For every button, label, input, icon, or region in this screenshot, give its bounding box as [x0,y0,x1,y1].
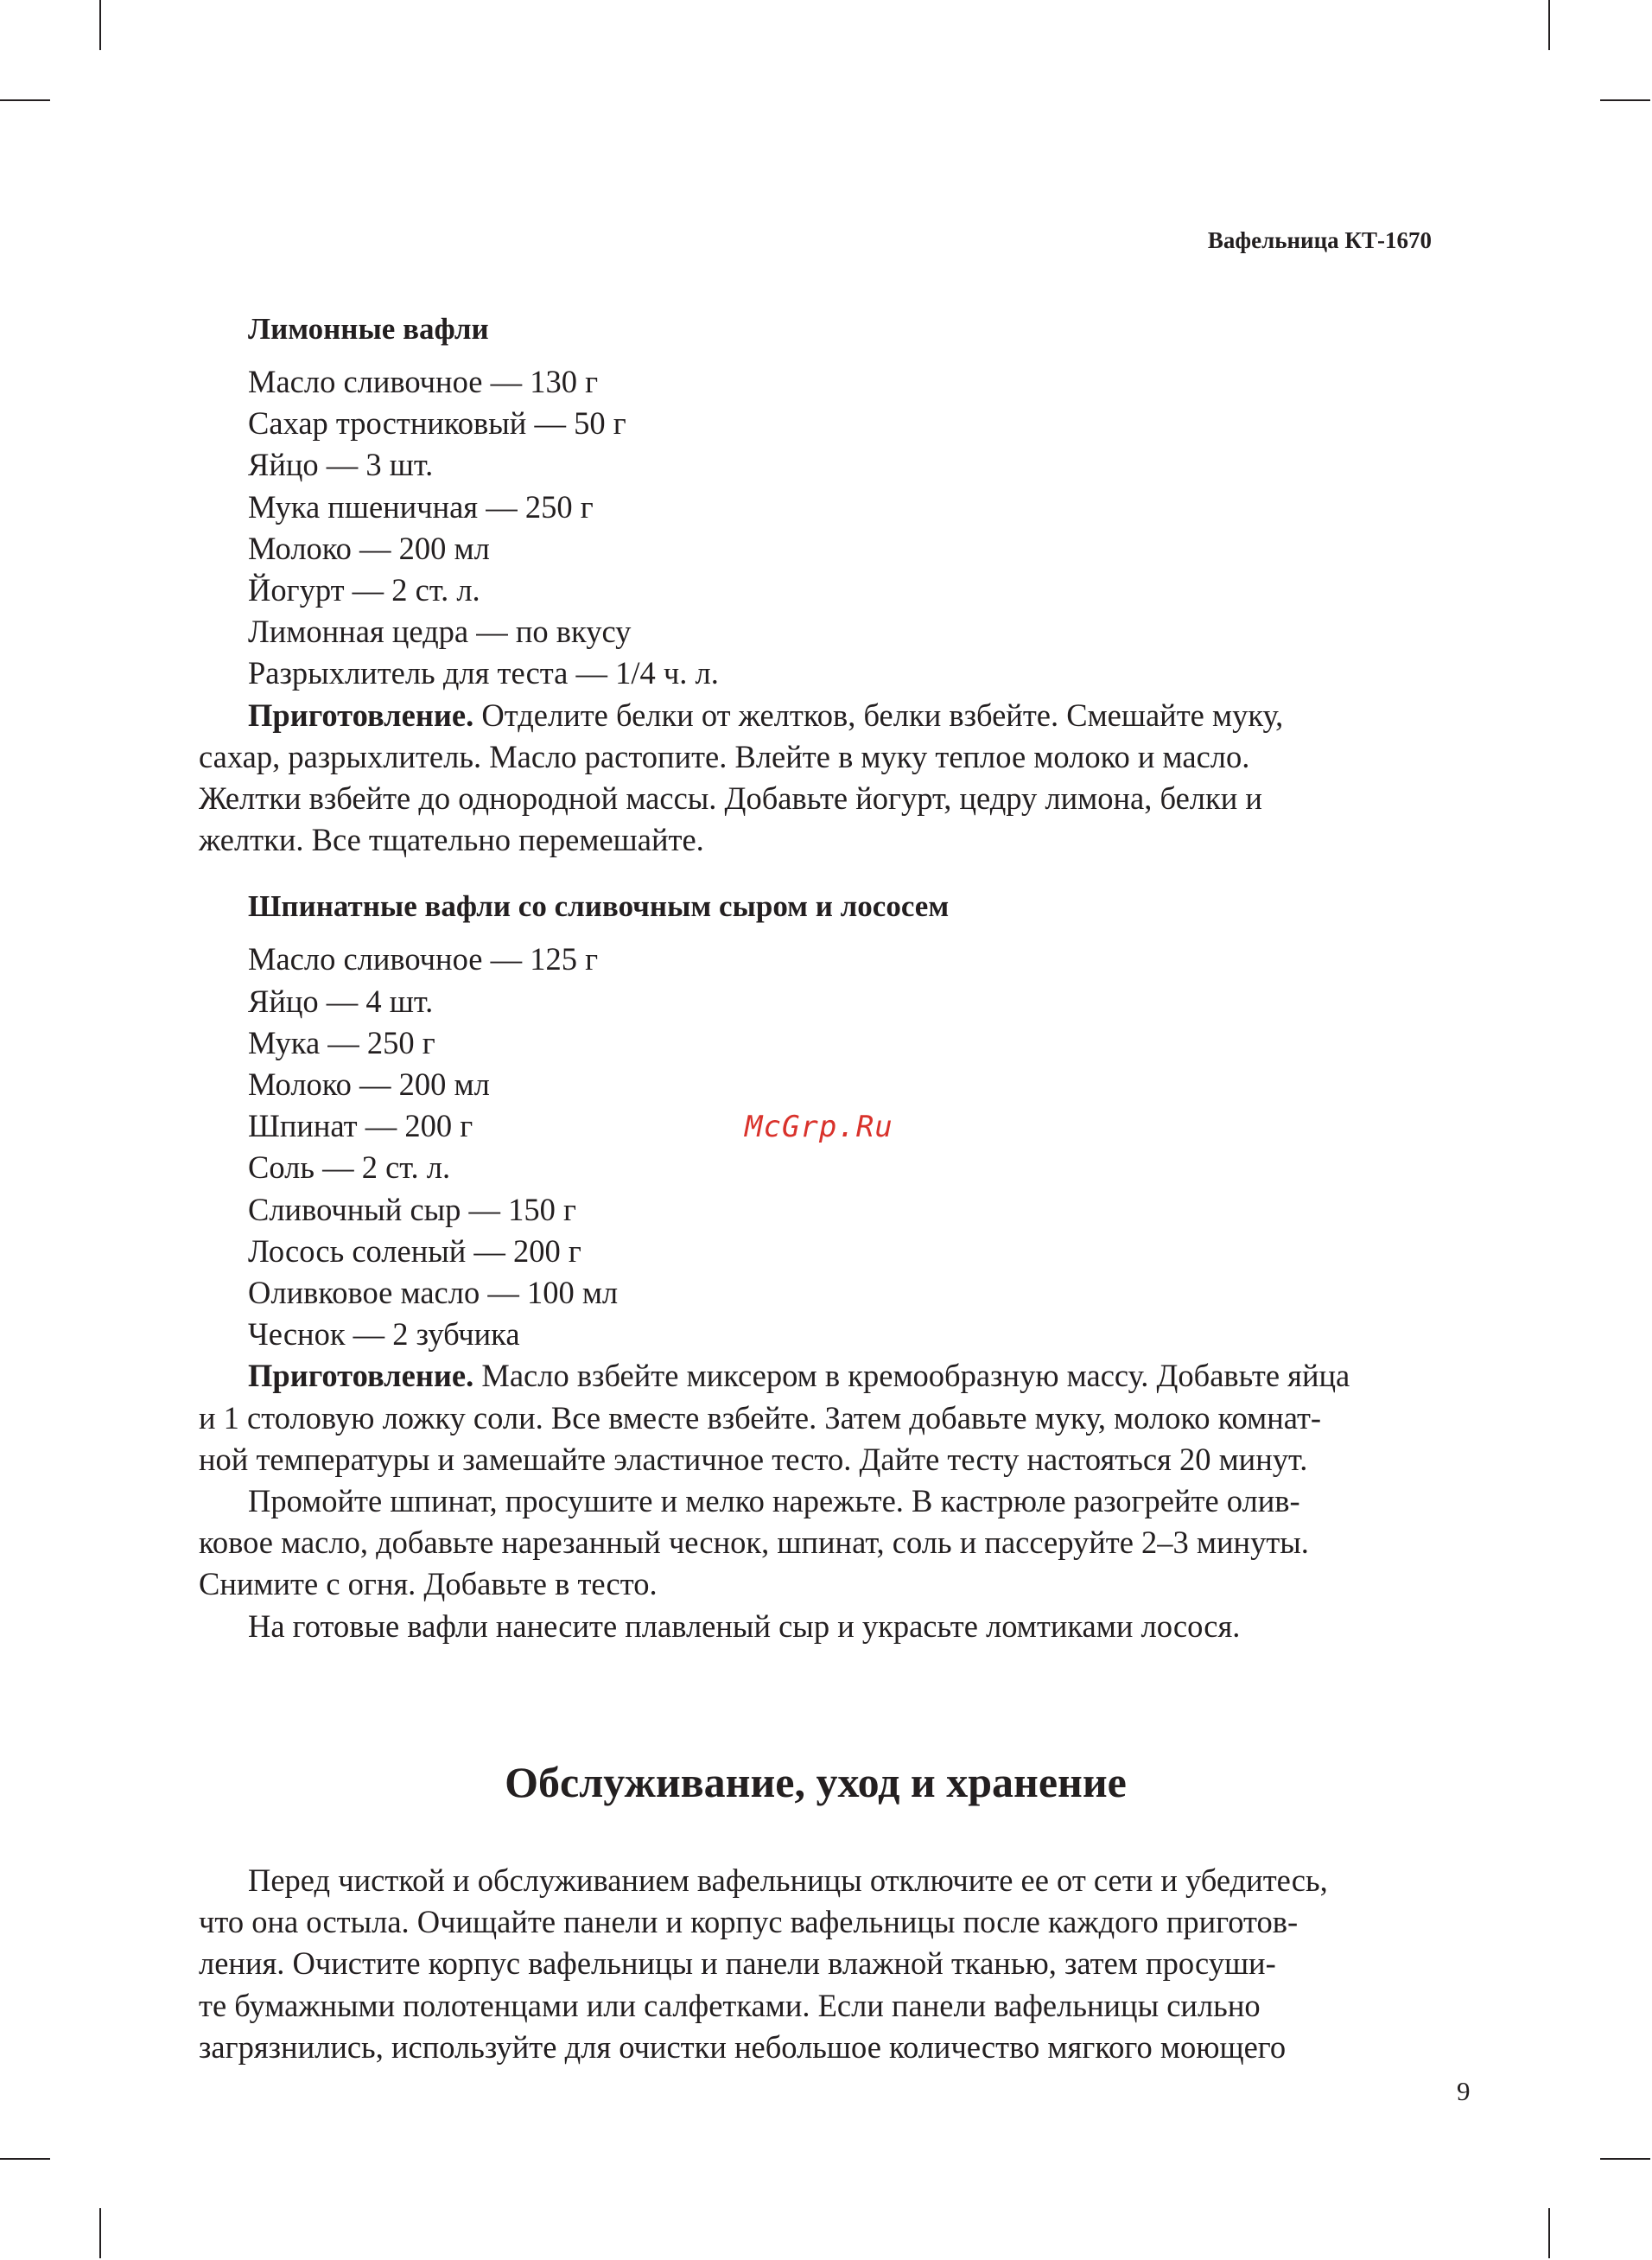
text-line [199,695,1433,736]
preparation-paragraph [199,1355,1433,1480]
ingredient-item: Йогурт — 2 ст. л. [248,572,480,608]
ingredient-item: Молоко — 200 мл [248,1066,490,1103]
text-line: те бумажными полотенцами или салфетками. Если панели вафельницы сильно [199,1987,1261,2023]
watermark: McGrp.Ru [745,1110,893,1144]
ingredient-item: Яйцо — 4 шт. [248,983,434,1019]
crop-mark-bottom-right [1548,2208,1550,2258]
text-line: ковое масло, добавьте нарезанный чеснок, шпинат, соль и пассеруйте 2–3 минуты. [199,1525,1309,1561]
text-line: сахар, разрыхлитель. Масло растопите. Влейте в муку теплое молоко и масло. [199,738,1250,774]
page-number: 9 [1457,2076,1471,2106]
ingredient-item: Сливочный сыр — 150 г [248,1191,577,1227]
ingredient-item: Лимонная цедра — по вкусу [248,614,632,650]
crop-mark-top-right [1548,0,1550,50]
text-line: Снимите с огня. Добавьте в тесто. [199,1566,658,1602]
paragraph [199,1606,1433,1647]
ingredient-item: Мука пшеничная — 250 г [248,488,594,525]
section-title: Обслуживание, уход и хранение [505,1757,1127,1806]
ingredient-item: Сахар тростниковый — 50 г [248,405,626,442]
ingredient-item: Разрыхлитель для теста — 1/4 ч. л. [248,655,719,691]
crop-mark-top-left-h [0,99,50,101]
text-line: ления. Очистите корпус вафельницы и панели влажной тканью, затем просуши- [199,1945,1276,1982]
text-fragment: Отделите белки от желтков, белки взбейте. Смешайте муку, [473,697,1284,733]
ingredient-item: Лосось соленый — 200 г [248,1232,581,1269]
ingredient-item: Яйцо — 3 шт. [248,447,434,483]
page-content [199,304,1433,2068]
text-line: На готовые вафли нанесите плавленый сыр и украсьте ломтиками лосося. [248,1607,1241,1644]
ingredient-item: Масло сливочное — 130 г [248,364,599,399]
crop-mark-bottom-right-h [1600,2158,1650,2160]
text-line: Перед чисткой и обслуживанием вафельницы отключите ее от сети и убедитесь, [248,1862,1328,1898]
crop-mark-top-right-h [1600,99,1650,101]
text-line: что она остыла. Очищайте панели и корпус вафельницы после каждого приготов- [199,1904,1299,1940]
recipe-title: Лимонные вафли [248,312,489,346]
ingredient-item: Масло сливочное — 125 г [248,941,599,977]
text-line [199,1355,1433,1397]
crop-mark-bottom-left [99,2208,101,2258]
ingredient-item: Чеснок — 2 зубчика [248,1316,520,1353]
text-line: Желтки взбейте до однородной массы. Добавьте йогурт, цедру лимона, белки и [199,780,1262,817]
running-header: Вафельница КТ-1670 [1207,227,1432,253]
preparation-paragraph [199,695,1433,862]
paragraph [199,1480,1433,1606]
text-line: желтки. Все тщательно перемешайте. [199,822,704,858]
recipe-title: Шпинатные вафли со сливочным сыром и лососем [248,889,950,924]
ingredient-item: Шпинат — 200 г [248,1108,473,1144]
text-line: загрязнились, используйте для очистки небольшое количество мягкого моющего [199,2028,1287,2065]
text-line: Промойте шпинат, просушите и мелко нарежьте. В кастрюле разогрейте олив- [248,1483,1300,1519]
ingredient-item: Молоко — 200 мл [248,530,490,566]
preparation-label: Приготовление. [248,1358,474,1394]
paragraph [199,1860,1433,2068]
ingredient-item: Оливковое масло — 100 мл [248,1275,619,1311]
ingredient-item: Соль — 2 ст. л. [248,1149,451,1186]
crop-mark-bottom-left-h [0,2158,50,2160]
preparation-label: Приготовление. [248,697,474,733]
text-line: ной температуры и замешайте эластичное тесто. Дайте тесту настояться 20 минут. [199,1441,1308,1477]
text-fragment: Масло взбейте миксером в кремообразную массу. Добавьте яйца [473,1358,1350,1394]
text-line: и 1 столовую ложку соли. Все вместе взбейте. Затем добавьте муку, молоко комнат- [199,1399,1322,1436]
ingredient-item: Мука — 250 г [248,1024,435,1060]
crop-mark-top-left [99,0,101,50]
